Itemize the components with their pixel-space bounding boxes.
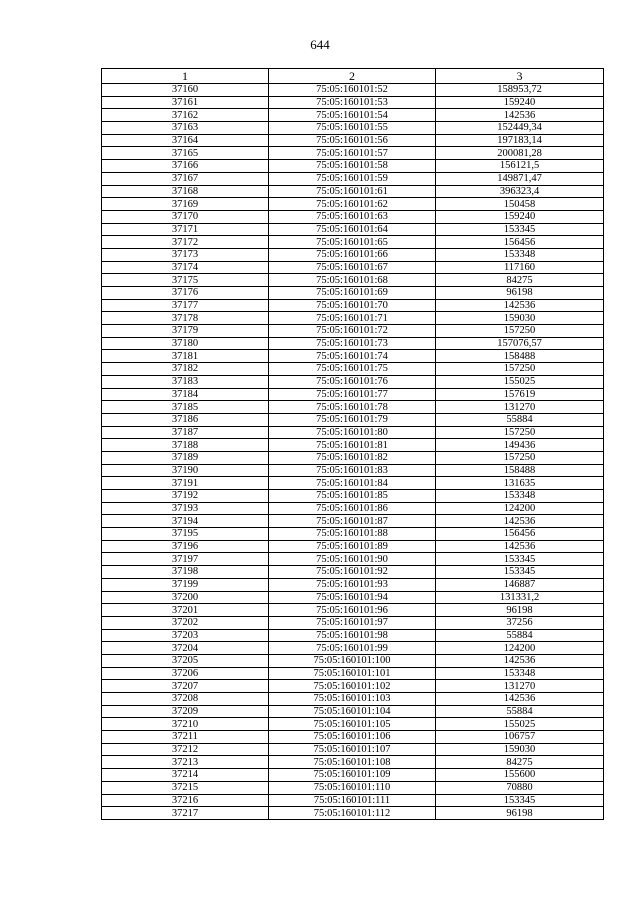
table-row	[102, 566, 604, 579]
cadastral-number-cell: 75:05:160101:65	[269, 236, 436, 249]
value-cell: 157250	[436, 363, 604, 376]
table-row	[102, 540, 604, 553]
row-number-cell: 37210	[102, 718, 269, 731]
value-cell: 84275	[436, 274, 604, 287]
value-cell: 396323,4	[436, 185, 604, 198]
table-row	[102, 248, 604, 261]
value-cell: 159240	[436, 210, 604, 223]
table-header	[102, 69, 604, 84]
row-number-cell: 37168	[102, 185, 269, 198]
value-cell: 153348	[436, 490, 604, 503]
table-row	[102, 515, 604, 528]
cadastral-number-cell: 75:05:160101:59	[269, 172, 436, 185]
row-number-cell: 37171	[102, 223, 269, 236]
cadastral-number-cell: 75:05:160101:97	[269, 616, 436, 629]
value-cell: 158953,72	[436, 84, 604, 97]
cadastral-number-cell: 75:05:160101:87	[269, 515, 436, 528]
row-number-cell: 37166	[102, 160, 269, 173]
column-header-2: 2	[269, 69, 436, 84]
row-number-cell: 37169	[102, 198, 269, 211]
value-cell: 153345	[436, 566, 604, 579]
row-number-cell: 37201	[102, 604, 269, 617]
cadastral-number-cell: 75:05:160101:101	[269, 667, 436, 680]
value-cell: 156456	[436, 236, 604, 249]
row-number-cell: 37178	[102, 312, 269, 325]
row-number-cell: 37160	[102, 84, 269, 97]
value-cell: 159240	[436, 96, 604, 109]
cadastral-number-cell: 75:05:160101:52	[269, 84, 436, 97]
table-row	[102, 134, 604, 147]
table-row	[102, 718, 604, 731]
row-number-cell: 37176	[102, 287, 269, 300]
table-row	[102, 553, 604, 566]
value-cell: 70880	[436, 781, 604, 794]
row-number-cell: 37214	[102, 769, 269, 782]
value-cell: 142536	[436, 515, 604, 528]
value-cell: 158488	[436, 350, 604, 363]
cadastral-number-cell: 75:05:160101:98	[269, 629, 436, 642]
table-row	[102, 654, 604, 667]
value-cell: 157250	[436, 426, 604, 439]
row-number-cell: 37187	[102, 426, 269, 439]
value-cell: 149436	[436, 439, 604, 452]
value-cell: 142536	[436, 540, 604, 553]
table-row	[102, 337, 604, 350]
table-row	[102, 781, 604, 794]
row-number-cell: 37209	[102, 705, 269, 718]
value-cell: 156121,5	[436, 160, 604, 173]
value-cell: 55884	[436, 413, 604, 426]
row-number-cell: 37199	[102, 578, 269, 591]
table-row	[102, 769, 604, 782]
cadastral-number-cell: 75:05:160101:70	[269, 299, 436, 312]
cadastral-number-cell: 75:05:160101:80	[269, 426, 436, 439]
cadastral-number-cell: 75:05:160101:89	[269, 540, 436, 553]
table-row	[102, 375, 604, 388]
value-cell: 106757	[436, 731, 604, 744]
cadastral-number-cell: 75:05:160101:103	[269, 693, 436, 706]
row-number-cell: 37200	[102, 591, 269, 604]
table-row	[102, 401, 604, 414]
row-number-cell: 37190	[102, 464, 269, 477]
value-cell: 155600	[436, 769, 604, 782]
row-number-cell: 37194	[102, 515, 269, 528]
table-row	[102, 363, 604, 376]
cadastral-number-cell: 75:05:160101:78	[269, 401, 436, 414]
value-cell: 146887	[436, 578, 604, 591]
table-row	[102, 629, 604, 642]
table-body	[102, 84, 604, 820]
cadastral-number-cell: 75:05:160101:84	[269, 477, 436, 490]
row-number-cell: 37195	[102, 528, 269, 541]
cadastral-number-cell: 75:05:160101:93	[269, 578, 436, 591]
value-cell: 150458	[436, 198, 604, 211]
page-number: 644	[310, 37, 330, 52]
cadastral-number-cell: 75:05:160101:112	[269, 807, 436, 820]
cadastral-number-cell: 75:05:160101:90	[269, 553, 436, 566]
row-number-cell: 37212	[102, 743, 269, 756]
row-number-cell: 37203	[102, 629, 269, 642]
table-row	[102, 743, 604, 756]
table-row	[102, 210, 604, 223]
value-cell: 142536	[436, 654, 604, 667]
row-number-cell: 37172	[102, 236, 269, 249]
cadastral-number-cell: 75:05:160101:61	[269, 185, 436, 198]
value-cell: 157250	[436, 451, 604, 464]
cadastral-number-cell: 75:05:160101:107	[269, 743, 436, 756]
table-row	[102, 705, 604, 718]
row-number-cell: 37183	[102, 375, 269, 388]
table-row	[102, 578, 604, 591]
value-cell: 131270	[436, 680, 604, 693]
value-cell: 84275	[436, 756, 604, 769]
value-cell: 55884	[436, 629, 604, 642]
value-cell: 96198	[436, 287, 604, 300]
table-row	[102, 616, 604, 629]
cadastral-number-cell: 75:05:160101:100	[269, 654, 436, 667]
value-cell: 149871,47	[436, 172, 604, 185]
value-cell: 153345	[436, 223, 604, 236]
row-number-cell: 37162	[102, 109, 269, 122]
value-cell: 142536	[436, 693, 604, 706]
value-cell: 157619	[436, 388, 604, 401]
table-row	[102, 528, 604, 541]
value-cell: 153348	[436, 667, 604, 680]
row-number-cell: 37198	[102, 566, 269, 579]
value-cell: 158488	[436, 464, 604, 477]
row-number-cell: 37207	[102, 680, 269, 693]
cadastral-number-cell: 75:05:160101:110	[269, 781, 436, 794]
value-cell: 142536	[436, 299, 604, 312]
cadastral-number-cell: 75:05:160101:64	[269, 223, 436, 236]
row-number-cell: 37182	[102, 363, 269, 376]
row-number-cell: 37165	[102, 147, 269, 160]
table-row	[102, 426, 604, 439]
row-number-cell: 37188	[102, 439, 269, 452]
table-row	[102, 261, 604, 274]
value-cell: 124200	[436, 502, 604, 515]
value-cell: 155025	[436, 718, 604, 731]
row-number-cell: 37204	[102, 642, 269, 655]
row-number-cell: 37170	[102, 210, 269, 223]
cadastral-number-cell: 75:05:160101:106	[269, 731, 436, 744]
value-cell: 131635	[436, 477, 604, 490]
cadastral-number-cell: 75:05:160101:85	[269, 490, 436, 503]
table-row	[102, 490, 604, 503]
row-number-cell: 37161	[102, 96, 269, 109]
row-number-cell: 37217	[102, 807, 269, 820]
value-cell: 117160	[436, 261, 604, 274]
cadastral-number-cell: 75:05:160101:111	[269, 794, 436, 807]
row-number-cell: 37173	[102, 248, 269, 261]
cadastral-number-cell: 75:05:160101:83	[269, 464, 436, 477]
table-row	[102, 604, 604, 617]
row-number-cell: 37197	[102, 553, 269, 566]
value-cell: 37256	[436, 616, 604, 629]
value-cell: 96198	[436, 604, 604, 617]
row-number-cell: 37167	[102, 172, 269, 185]
cadastral-number-cell: 75:05:160101:99	[269, 642, 436, 655]
table-row	[102, 591, 604, 604]
table-row	[102, 84, 604, 97]
table-row	[102, 451, 604, 464]
row-number-cell: 37216	[102, 794, 269, 807]
cadastral-number-cell: 75:05:160101:54	[269, 109, 436, 122]
value-cell: 96198	[436, 807, 604, 820]
value-cell: 152449,34	[436, 122, 604, 135]
cadastral-number-cell: 75:05:160101:55	[269, 122, 436, 135]
row-number-cell: 37211	[102, 731, 269, 744]
row-number-cell: 37205	[102, 654, 269, 667]
value-cell: 157076,57	[436, 337, 604, 350]
table-row	[102, 642, 604, 655]
table-row	[102, 122, 604, 135]
value-cell: 200081,28	[436, 147, 604, 160]
registry-table	[101, 68, 604, 820]
table-row	[102, 160, 604, 173]
value-cell: 124200	[436, 642, 604, 655]
table-row	[102, 756, 604, 769]
table-row	[102, 794, 604, 807]
cadastral-number-cell: 75:05:160101:79	[269, 413, 436, 426]
cadastral-number-cell: 75:05:160101:73	[269, 337, 436, 350]
value-cell: 155025	[436, 375, 604, 388]
table-row	[102, 477, 604, 490]
cadastral-number-cell: 75:05:160101:86	[269, 502, 436, 515]
table-row	[102, 312, 604, 325]
row-number-cell: 37202	[102, 616, 269, 629]
row-number-cell: 37175	[102, 274, 269, 287]
table-row	[102, 388, 604, 401]
cadastral-number-cell: 75:05:160101:102	[269, 680, 436, 693]
row-number-cell: 37186	[102, 413, 269, 426]
row-number-cell: 37213	[102, 756, 269, 769]
cadastral-number-cell: 75:05:160101:67	[269, 261, 436, 274]
cadastral-number-cell: 75:05:160101:56	[269, 134, 436, 147]
value-cell: 131331,2	[436, 591, 604, 604]
cadastral-number-cell: 75:05:160101:81	[269, 439, 436, 452]
row-number-cell: 37164	[102, 134, 269, 147]
value-cell: 159030	[436, 743, 604, 756]
value-cell: 156456	[436, 528, 604, 541]
table-row	[102, 287, 604, 300]
cadastral-number-cell: 75:05:160101:109	[269, 769, 436, 782]
cadastral-number-cell: 75:05:160101:66	[269, 248, 436, 261]
value-cell: 142536	[436, 109, 604, 122]
row-number-cell: 37181	[102, 350, 269, 363]
header-row	[102, 69, 604, 84]
value-cell: 153345	[436, 794, 604, 807]
cadastral-number-cell: 75:05:160101:104	[269, 705, 436, 718]
cadastral-number-cell: 75:05:160101:74	[269, 350, 436, 363]
column-header-1: 1	[102, 69, 269, 84]
cadastral-number-cell: 75:05:160101:63	[269, 210, 436, 223]
cadastral-number-cell: 75:05:160101:69	[269, 287, 436, 300]
table-row	[102, 502, 604, 515]
table-row	[102, 350, 604, 363]
cadastral-number-cell: 75:05:160101:57	[269, 147, 436, 160]
table-row	[102, 325, 604, 338]
table-row	[102, 807, 604, 820]
cadastral-number-cell: 75:05:160101:71	[269, 312, 436, 325]
value-cell: 157250	[436, 325, 604, 338]
cadastral-number-cell: 75:05:160101:75	[269, 363, 436, 376]
table-row	[102, 96, 604, 109]
cadastral-number-cell: 75:05:160101:72	[269, 325, 436, 338]
table-row	[102, 236, 604, 249]
row-number-cell: 37189	[102, 451, 269, 464]
value-cell: 197183,14	[436, 134, 604, 147]
cadastral-number-cell: 75:05:160101:96	[269, 604, 436, 617]
table-row	[102, 223, 604, 236]
row-number-cell: 37174	[102, 261, 269, 274]
cadastral-number-cell: 75:05:160101:68	[269, 274, 436, 287]
cadastral-number-cell: 75:05:160101:76	[269, 375, 436, 388]
row-number-cell: 37206	[102, 667, 269, 680]
cadastral-number-cell: 75:05:160101:77	[269, 388, 436, 401]
table-row	[102, 464, 604, 477]
table-row	[102, 693, 604, 706]
row-number-cell: 37192	[102, 490, 269, 503]
table-row	[102, 680, 604, 693]
table-row	[102, 172, 604, 185]
cadastral-number-cell: 75:05:160101:53	[269, 96, 436, 109]
cadastral-number-cell: 75:05:160101:58	[269, 160, 436, 173]
row-number-cell: 37196	[102, 540, 269, 553]
table-row	[102, 198, 604, 211]
cadastral-number-cell: 75:05:160101:108	[269, 756, 436, 769]
table-row	[102, 731, 604, 744]
row-number-cell: 37184	[102, 388, 269, 401]
table-row	[102, 667, 604, 680]
cadastral-number-cell: 75:05:160101:92	[269, 566, 436, 579]
row-number-cell: 37163	[102, 122, 269, 135]
row-number-cell: 37191	[102, 477, 269, 490]
cadastral-number-cell: 75:05:160101:62	[269, 198, 436, 211]
row-number-cell: 37179	[102, 325, 269, 338]
value-cell: 55884	[436, 705, 604, 718]
cadastral-number-cell: 75:05:160101:88	[269, 528, 436, 541]
row-number-cell: 37215	[102, 781, 269, 794]
column-header-3: 3	[436, 69, 604, 84]
value-cell: 153345	[436, 553, 604, 566]
table-row	[102, 109, 604, 122]
row-number-cell: 37193	[102, 502, 269, 515]
table-row	[102, 439, 604, 452]
value-cell: 131270	[436, 401, 604, 414]
cadastral-number-cell: 75:05:160101:105	[269, 718, 436, 731]
row-number-cell: 37180	[102, 337, 269, 350]
table-row	[102, 185, 604, 198]
row-number-cell: 37208	[102, 693, 269, 706]
table-row	[102, 147, 604, 160]
table-row	[102, 413, 604, 426]
row-number-cell: 37177	[102, 299, 269, 312]
table-row	[102, 299, 604, 312]
row-number-cell: 37185	[102, 401, 269, 414]
value-cell: 153348	[436, 248, 604, 261]
value-cell: 159030	[436, 312, 604, 325]
cadastral-number-cell: 75:05:160101:82	[269, 451, 436, 464]
table-row	[102, 274, 604, 287]
cadastral-number-cell: 75:05:160101:94	[269, 591, 436, 604]
